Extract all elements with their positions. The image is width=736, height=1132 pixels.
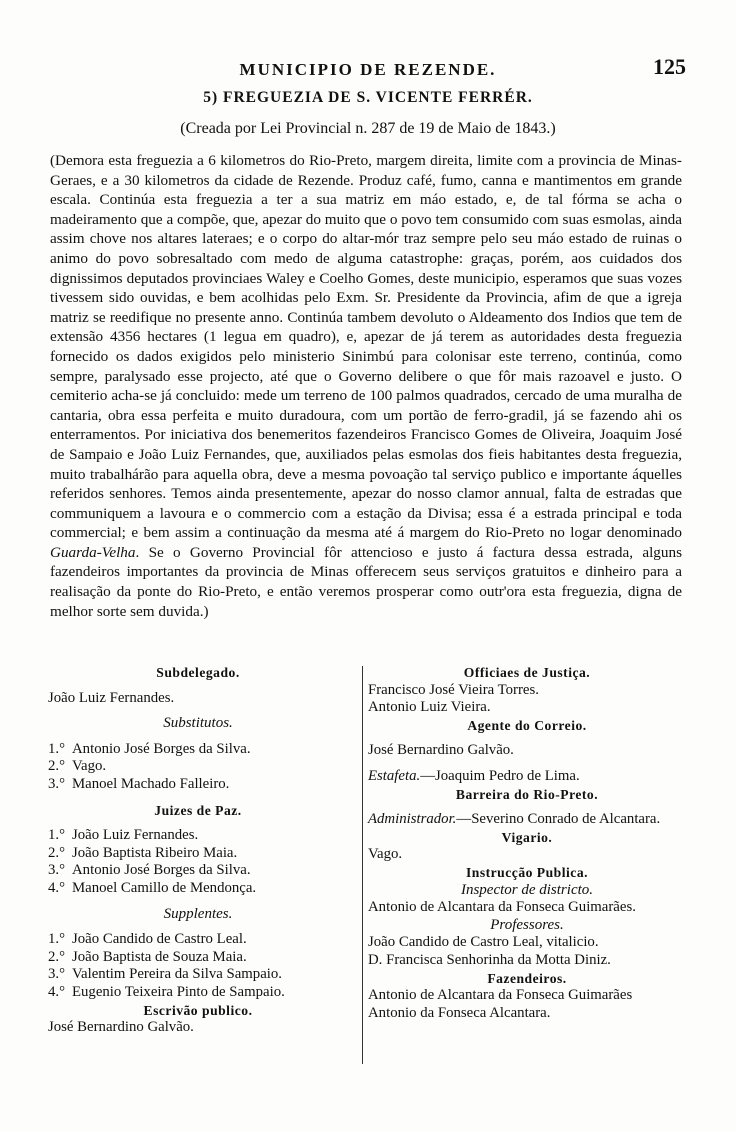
list-item: 3.° Antonio José Borges da Silva. [48, 862, 251, 879]
list-item: D. Francisca Senhorinha da Motta Diniz. [368, 951, 611, 968]
list-item: 1.° João Candido de Castro Leal. [48, 931, 247, 948]
list-item: 1.° João Luiz Fernandes. [48, 827, 199, 844]
vigario-heading: Vigario. [501, 829, 553, 845]
list-item: Antonio da Fonseca Alcantara. [368, 1004, 551, 1021]
supplentes-list [48, 931, 348, 1001]
list-item: 3.° Valentim Pereira da Silva Sampaio. [48, 966, 282, 983]
substitutos-list [48, 741, 348, 794]
juizes-list [48, 827, 348, 897]
list-item: 3.° Manoel Machado Falleiro. [48, 775, 230, 792]
list-item: Antonio de Alcantara da Fonseca Guimarães [368, 987, 633, 1004]
paragraph-text-1: (Demora esta freguezia a 6 kilometros do Rio-Preto, margem direita, limite com a provincia de Minas-Geraes, e a 30 kilometros da cidade de Rezende. Produz café, fumo, canna e mantimentos em grande escala. Continúa esta freguezia a ter a sua matriz em máo estado, e, de tal fórma se acha o madeiramento que a compõe, que, apezar do muito que o povo tem consumido com suas esmolas, ainda assim chove nos altares lateraes; e o corpo do altar-mór traz sempre pelo seu máo estado de ruinas o animo do povo sobresaltado com medo de alguma catastrophe: graças, porém, aos cuidados dos dignissimos deputados provinciaes Waley e Coelho Gomes, deste municipio, esperamos que suas vozes tivessem sido ouvidas, e bem acolhidas pelo Exm. Sr. Presidente da Provincia, afim de que a igreja matriz se reedifique no presente anno. Continúa tambem devoluto o Aldeamento dos Indios que tem de extensão 4356 hectares (1 legua em quadro), e, apezar de já terem as autoridades desta freguezia fornecido os dados exigidos pelo ministerio Sinimbú para colonisar este terreno, continúa, como sempre, paralysado esse projecto, até que o Governo delibere o que fôr mais razoavel e justo. O cemiterio acha-se já concluido: mede um terreno de 100 palmos quadrados, cercado de uma muralha de cantaria, obra essa perfeita e muito duradoura, com um portão de ferro-gradil, já se fazendo ahi os enterramentos. Por iniciativa dos benemeritos fazendeiros Francisco Gomes de Oliveira, Joaquim José de Sampaio e João Luiz Fernandes, que, auxiliados pelas esmolas dos fieis habitantes desta freguezia, muito trabalhárão para aquella obra, deve a mesma povoação tal serviço publico e importante áquelles referidos senhores. Temos ainda presentemente, apezar do nosso clamor annual, falta de estradas que communiquem a lavoura e o commercio com a estação da Divisa; essa é a estrada principal e toda commercial; e bem assim a continuação da mesma até á margem do Rio-Preto no logar denominado [50, 152, 682, 542]
list-item: Antonio Luiz Vieira. [368, 699, 491, 716]
barreira-heading: Barreira do Rio-Preto. [455, 786, 599, 802]
vigario-name: Vago. [368, 846, 403, 863]
administrador-label: Administrador. [368, 811, 457, 828]
left-column [48, 664, 348, 1037]
list-item: 2.° João Baptista de Souza Maia. [48, 948, 247, 965]
right-column [368, 664, 686, 1022]
escrivao-name: José Bernardino Galvão. [48, 1019, 194, 1036]
creation-note: (Creada por Lei Provincial n. 287 de 19 de Maio de 1843.) [180, 120, 556, 137]
estafeta-line [368, 768, 686, 786]
running-head [0, 54, 736, 84]
place-name: Guarda-Velha [50, 543, 136, 561]
estafeta-label: Estafeta. [368, 767, 421, 784]
list-item: 4.° Manoel Camillo de Mendonça. [48, 879, 257, 896]
column-divider [362, 666, 363, 1064]
substitutos-heading: Substitutos. [163, 715, 233, 732]
list-item: Francisco José Vieira Torres. [368, 681, 539, 698]
juizes-heading: Juizes de Paz. [154, 802, 242, 818]
list-item: 2.° João Baptista Ribeiro Maia. [48, 844, 238, 861]
professores-heading: Professores. [490, 916, 564, 933]
agente-heading: Agente do Correio. [467, 717, 587, 733]
inspector-heading: Inspector de districto. [460, 881, 594, 898]
escrivao-heading: Escrivão publico. [143, 1002, 253, 1018]
paragraph [50, 151, 682, 621]
officiaes-heading: Officiaes de Justiça. [463, 665, 591, 680]
administrador-line [368, 811, 686, 829]
list-item: 2.° Vago. [48, 758, 107, 775]
fazendeiros-heading: Fazendeiros. [487, 970, 567, 986]
list-item: João Candido de Castro Leal, vitalicio. [368, 934, 599, 951]
supplentes-heading: Supplentes. [163, 905, 233, 922]
running-title: MUNICIPIO DE REZENDE. [239, 60, 497, 79]
page-number: 125 [653, 54, 686, 79]
subdelegado-name: João Luiz Fernandes. [48, 689, 175, 706]
subdelegado-heading: Subdelegado. [156, 665, 240, 680]
administrador-name: —Severino Conrado de Alcantara. [456, 811, 661, 828]
agente-name: José Bernardino Galvão. [368, 742, 514, 759]
instrucao-heading: Instrucção Publica. [465, 864, 589, 880]
list-item: 1.° Antonio José Borges da Silva. [48, 740, 251, 757]
inspector-name: Antonio de Alcantara da Fonseca Guimarães. [368, 899, 636, 916]
section-title: 5) FREGUEZIA DE S. VICENTE FERRÉR. [203, 89, 533, 106]
description-paragraph [50, 151, 682, 621]
paragraph-text-2: . Se o Governo Provincial fôr attencioso e justo á factura dessa estrada, alguns fazendeiros importantes da provincia de Minas offerecem seus serviços gratuitos e dinheiro para a realisação da ponte do Rio-Preto, e então veremos prosperar como outr'ora esta freguezia, digna de melhor sorte sem duvida.) [50, 543, 682, 620]
estafeta-name: —Joaquim Pedro de Lima. [420, 767, 580, 784]
list-item: 4.° Eugenio Teixeira Pinto de Sampaio. [48, 983, 285, 1000]
